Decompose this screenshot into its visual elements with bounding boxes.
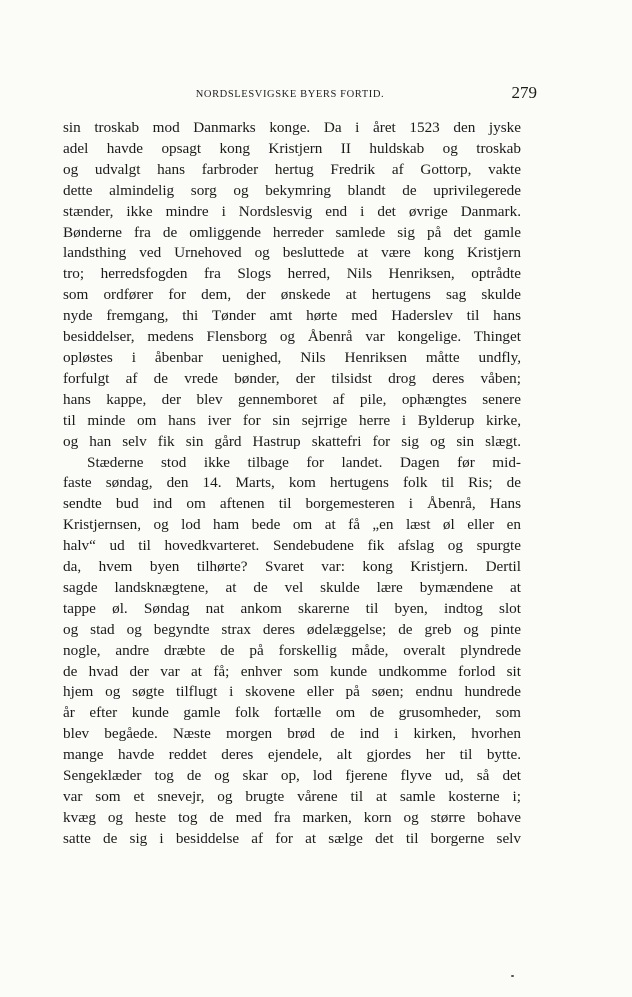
text-line: hans kappe, der blev gennemboret af pile, ophængtes senere	[63, 390, 521, 408]
text-line: og stad og begyndte strax deres ødelæggelse; de greb og pinte	[63, 620, 521, 638]
text-line: satte de sig i besiddelse af for at sælge det til borgerne selv	[63, 829, 521, 847]
text-line: Sengeklæder tog de og skar op, lod fjerene flyve ud, så det	[63, 767, 521, 785]
text-line: landsthing ved Urnehoved og besluttede at være kong Kristjern	[63, 244, 521, 262]
text-line: til minde om hans iver for sin sejrrige herre i Bylderup kirke,	[63, 411, 521, 429]
page-number: 279	[511, 83, 537, 102]
text-line: mange havde reddet deres ejendele, alt gjordes her til bytte.	[63, 746, 521, 764]
text-line: de hvad der var at få; enhver som kunde undkomme forlod sit	[63, 662, 521, 680]
text-line: dette almindelig sorg og bekymring blandt de uprivilegerede	[63, 181, 521, 199]
text-line: blev begåede. Næste morgen brød de ind i kirken, hvorhen	[63, 725, 521, 743]
text-line: kvæg og heste tog de med fra marken, korn og større bohave	[63, 808, 521, 826]
text-line: Kristjernsen, og lod ham bede om at få „en læst øl eller en	[63, 516, 521, 534]
text-line: Bønderne fra de omliggende herreder samlede sig på det gamle	[63, 223, 521, 241]
text-line: og udvalgt hans farbroder hertug Fredrik af Gottorp, vakte	[63, 160, 521, 178]
text-line: nogle, andre dræbte de på forskellig måde, overalt plyndrede	[63, 641, 521, 659]
running-title: NORDSLESVIGSKE BYERS FORTID.	[195, 89, 385, 100]
print-speck	[511, 975, 514, 977]
body-text	[63, 118, 521, 850]
text-line: tro; herredsfogden fra Slogs herred, Nils Henriksen, optrådte	[63, 265, 521, 283]
text-line: og han selv fik sin gård Hastrup skattefri for sig og sin slægt.	[63, 432, 521, 450]
text-line: da, hvem byen tilhørte? Svaret var: kong Kristjern. Dertil	[63, 558, 521, 576]
text-line: år efter kunde gamle folk fortælle om de grusomheder, som	[63, 704, 521, 722]
text-line: besiddelser, medens Flensborg og Åbenrå var kongelige. Thinget	[63, 328, 521, 346]
text-line: stænder, ikke mindre i Nordslesvig end i det øvrige Danmark.	[63, 202, 521, 220]
text-line: adel havde opsagt kong Kristjern II huldskab og troskab	[63, 139, 521, 157]
text-line: halv“ ud til hovedkvarteret. Sendebudene fik afslag og spurgte	[63, 537, 521, 555]
text-line: Stæderne stod ikke tilbage for landet. Dagen før mid-	[87, 453, 521, 471]
text-line: sendte bud ind om aftenen til borgemesteren i Åbenrå, Hans	[63, 495, 521, 513]
text-line: sagde landsknægtene, at de vel skulde lære bymændene at	[63, 578, 521, 596]
text-line: opløstes i åbenbar uenighed, Nils Henriksen måtte undfly,	[63, 348, 521, 366]
text-line: var som et snevejr, og brugte vårene til at samle kosterne i;	[63, 788, 521, 805]
text-line: som ordfører for dem, der ønskede at hertugens sag skulde	[63, 286, 521, 304]
text-line: forfulgt af de vrede bønder, der tilsidst drog deres våben;	[63, 369, 521, 387]
text-line: tappe øl. Søndag nat ankom skarerne til byen, indtog slot	[63, 599, 521, 617]
text-line: sin troskab mod Danmarks konge. Da i året 1523 den jyske	[63, 119, 521, 136]
text-line: faste søndag, den 14. Marts, kom hertugens folk til Ris; de	[63, 474, 521, 492]
text-line: nyde fremgang, thi Tønder amt hørte med Haderslev til hans	[63, 307, 521, 325]
text-line: hjem og søgte tilflugt i skovene eller på søen; endnu hundrede	[63, 683, 521, 701]
